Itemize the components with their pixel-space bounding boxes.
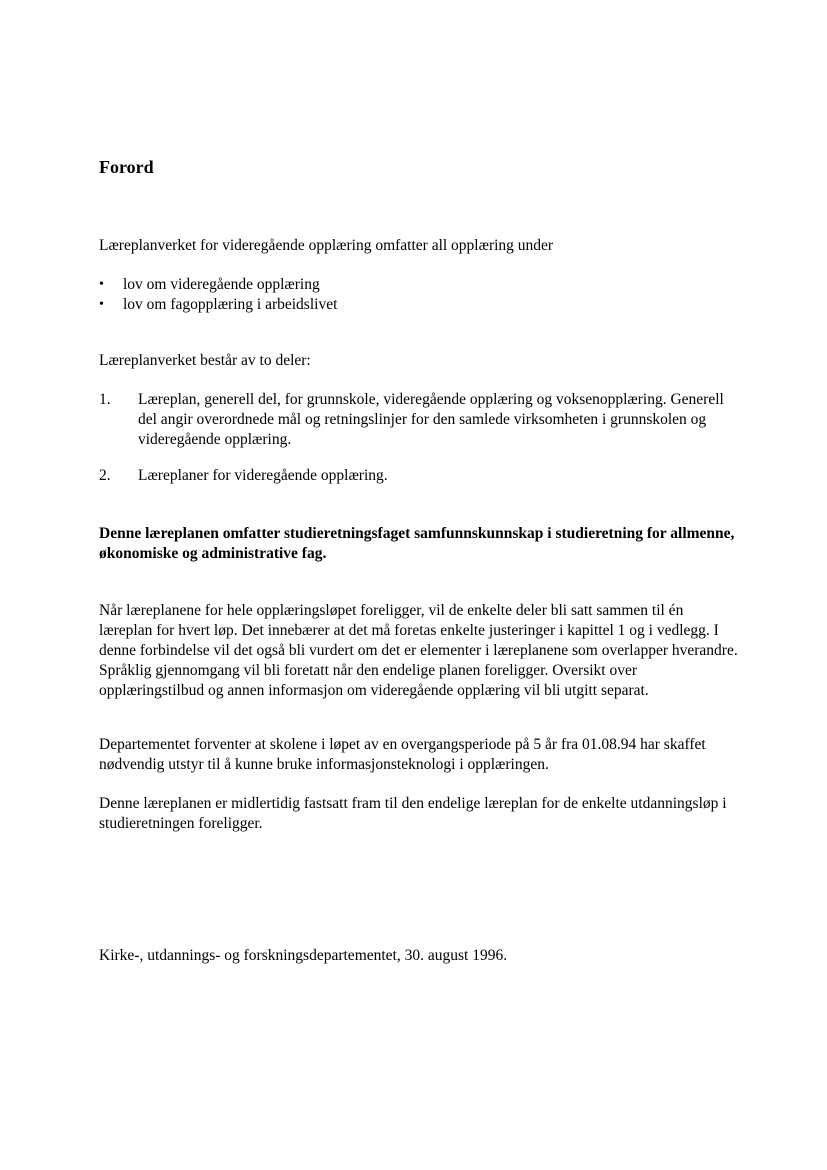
intro-paragraph: Læreplanverket for videregående opplæring omfatter all opplæring under xyxy=(99,237,554,254)
body-paragraph-1: Når læreplanene for hele opplæringsløpet foreligger, vil de enkelte deler bli satt sammen til én læreplan for hvert løp. Det innebærer at det må foretas enkelte justeringer i kapittel 1 og i vedlegg. I denne forbindelse vil det også bli vurdert om det er elementer i læreplanene som overlapper hverandre. Språklig gjennomgang vil bli foretatt når den endelige planen foreligger. Oversikt over opplæringstilbud og annen informasjon om videregående opplæring vil bli utgitt separat. xyxy=(99,602,738,699)
item-text: Læreplaner for videregående opplæring. xyxy=(138,467,388,484)
bold-statement: Denne læreplanen omfatter studieretningsfaget samfunnskunnskap i studieretning for allmenne, økonomiske og administrative fag. xyxy=(99,525,735,562)
bullet-icon: • xyxy=(99,277,104,292)
bullet-item-text: lov om videregående opplæring xyxy=(123,276,320,293)
bullet-item xyxy=(99,295,337,315)
numbered-item-2 xyxy=(99,466,739,486)
bullet-list xyxy=(99,275,337,315)
bullet-item xyxy=(99,275,337,295)
parts-intro-paragraph: Læreplanverket består av to deler: xyxy=(99,352,311,369)
bullet-item-text: lov om fagopplæring i arbeidslivet xyxy=(123,296,338,313)
item-text: Læreplan, generell del, for grunnskole, videregående opplæring og voksenopplæring. Generell del angir overordnede mål og retningslinjer for den samlede virksomheten i grunnskolen og videregående opplæring. xyxy=(138,391,724,448)
signature-line: Kirke-, utdannings- og forskningsdepartementet, 30. august 1996. xyxy=(99,947,508,964)
body-paragraph-2: Departementet forventer at skolene i løpet av en overgangsperiode på 5 år fra 01.08.94 har skaffet nødvendig utstyr til å kunne bruke informasjonsteknologi i opplæringen. xyxy=(99,736,706,773)
numbered-list-item xyxy=(99,466,739,486)
page-title: Forord xyxy=(99,157,154,177)
numbered-item-1 xyxy=(99,390,739,450)
numbered-list-item xyxy=(99,390,739,450)
item-number: 2. xyxy=(99,467,111,484)
item-number: 1. xyxy=(99,391,111,408)
bullet-icon: • xyxy=(99,297,104,312)
body-paragraph-3: Denne læreplanen er midlertidig fastsatt fram til den endelige læreplan for de enkelte utdanningsløp i studieretningen foreligger. xyxy=(99,795,727,832)
